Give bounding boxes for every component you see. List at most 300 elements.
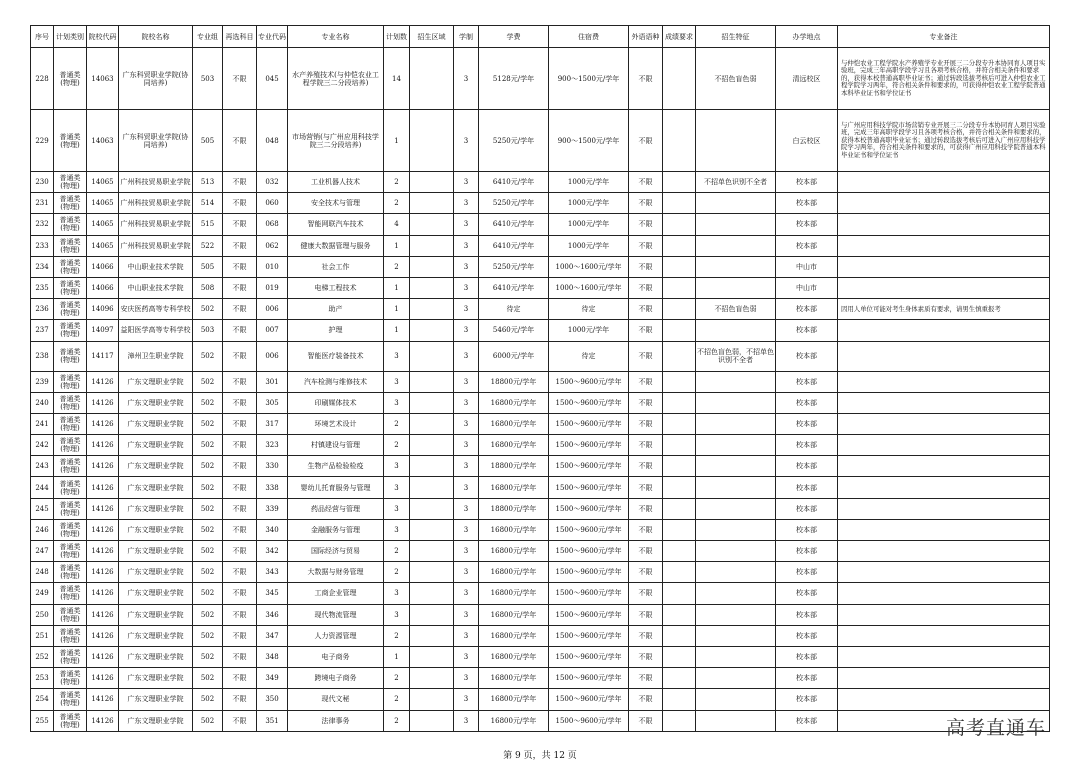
cell-duration: 3 — [454, 583, 479, 604]
cell-major-group: 505 — [193, 256, 223, 277]
cell-duration: 3 — [454, 320, 479, 341]
cell-duration: 3 — [454, 110, 479, 172]
cell-campus: 校本部 — [776, 668, 838, 689]
cell-recruit-feature — [696, 193, 776, 214]
cell-school-name: 广东科贸职业学院(协同培养) — [119, 110, 193, 172]
cell-major-name: 药品经营与管理 — [288, 498, 384, 519]
cell-major-group: 502 — [193, 299, 223, 320]
cell-major-name: 法律事务 — [288, 710, 384, 731]
cell-recruit-region — [410, 320, 454, 341]
cell-school-code: 14066 — [87, 256, 119, 277]
cell-major-name: 工商企业管理 — [288, 583, 384, 604]
cell-major-name: 护理 — [288, 320, 384, 341]
cell-elective-subject: 不限 — [223, 710, 257, 731]
cell-plan-count: 1 — [384, 235, 410, 256]
cell-major-code: 342 — [257, 541, 288, 562]
table-row — [31, 456, 1050, 477]
table-row — [31, 710, 1050, 731]
table-row — [31, 172, 1050, 193]
cell-major-notes — [838, 477, 1050, 498]
cell-tuition: 16800元/学年 — [479, 562, 549, 583]
cell-accommodation: 1000～1600元/学年 — [549, 277, 629, 298]
header-major-code: 专业代码 — [257, 26, 288, 48]
cell-foreign-language: 不限 — [629, 48, 663, 110]
cell-elective-subject: 不限 — [223, 193, 257, 214]
cell-seq: 251 — [31, 625, 54, 646]
cell-major-group: 502 — [193, 541, 223, 562]
cell-major-code: 006 — [257, 341, 288, 371]
cell-major-notes — [838, 456, 1050, 477]
cell-school-code: 14065 — [87, 235, 119, 256]
cell-tuition: 16800元/学年 — [479, 689, 549, 710]
cell-school-name: 广东文理职业学院 — [119, 498, 193, 519]
cell-school-name: 广东文理职业学院 — [119, 541, 193, 562]
cell-recruit-feature — [696, 371, 776, 392]
cell-major-group: 508 — [193, 277, 223, 298]
cell-plan-count: 1 — [384, 277, 410, 298]
cell-accommodation: 900～1500元/学年 — [549, 110, 629, 172]
cell-elective-subject: 不限 — [223, 625, 257, 646]
cell-accommodation: 900～1500元/学年 — [549, 48, 629, 110]
cell-campus: 校本部 — [776, 477, 838, 498]
cell-major-notes: 与仲恺农业工程学院水产养殖学专业开展三二分段专升本协同育人项目实验班，完成三年高职学段学习且各项考核合格，并符合相关条件和要求的，获得本校普通高职毕业证书；通过转段选拔考核后可进入仲恺农业工程学院学习两年，符合相关条件和要求的，可获得仲恺农业工程学院普通本科毕业证书和学位证书 — [838, 48, 1050, 110]
cell-plan-type: 普通类(物理) — [54, 299, 87, 320]
table-row — [31, 562, 1050, 583]
cell-seq: 237 — [31, 320, 54, 341]
cell-major-group: 502 — [193, 498, 223, 519]
cell-campus: 校本部 — [776, 604, 838, 625]
table-body — [31, 48, 1050, 732]
cell-school-name: 广东文理职业学院 — [119, 477, 193, 498]
cell-accommodation: 1500～9600元/学年 — [549, 413, 629, 434]
cell-recruit-region — [410, 477, 454, 498]
cell-elective-subject: 不限 — [223, 668, 257, 689]
cell-recruit-feature — [696, 256, 776, 277]
cell-school-code: 14126 — [87, 646, 119, 667]
cell-accommodation: 1500～9600元/学年 — [549, 456, 629, 477]
cell-tuition: 18800元/学年 — [479, 456, 549, 477]
cell-recruit-region — [410, 48, 454, 110]
cell-score-requirement — [663, 299, 696, 320]
cell-recruit-region — [410, 392, 454, 413]
cell-major-notes — [838, 277, 1050, 298]
cell-plan-count: 3 — [384, 583, 410, 604]
header-recruit-region: 招生区域 — [410, 26, 454, 48]
cell-major-notes — [838, 214, 1050, 235]
cell-duration: 3 — [454, 371, 479, 392]
cell-school-code: 14126 — [87, 604, 119, 625]
cell-foreign-language: 不限 — [629, 562, 663, 583]
table-row — [31, 477, 1050, 498]
cell-school-name: 广州科技贸易职业学院 — [119, 214, 193, 235]
cell-score-requirement — [663, 341, 696, 371]
cell-school-code: 14126 — [87, 371, 119, 392]
cell-major-notes — [838, 498, 1050, 519]
cell-elective-subject: 不限 — [223, 519, 257, 540]
cell-major-group: 502 — [193, 435, 223, 456]
cell-elective-subject: 不限 — [223, 320, 257, 341]
cell-accommodation: 1500～9600元/学年 — [549, 477, 629, 498]
cell-recruit-region — [410, 646, 454, 667]
cell-recruit-region — [410, 435, 454, 456]
cell-campus: 中山市 — [776, 256, 838, 277]
cell-campus: 校本部 — [776, 646, 838, 667]
cell-score-requirement — [663, 562, 696, 583]
cell-school-name: 广东文理职业学院 — [119, 625, 193, 646]
cell-school-code: 14065 — [87, 193, 119, 214]
cell-school-name: 广东文理职业学院 — [119, 371, 193, 392]
cell-school-code: 14097 — [87, 320, 119, 341]
cell-campus: 校本部 — [776, 299, 838, 320]
cell-recruit-region — [410, 710, 454, 731]
cell-elective-subject: 不限 — [223, 477, 257, 498]
cell-campus: 校本部 — [776, 235, 838, 256]
cell-recruit-region — [410, 341, 454, 371]
cell-recruit-feature — [696, 668, 776, 689]
cell-foreign-language: 不限 — [629, 604, 663, 625]
cell-duration: 3 — [454, 277, 479, 298]
cell-recruit-region — [410, 172, 454, 193]
table-row — [31, 371, 1050, 392]
cell-seq: 246 — [31, 519, 54, 540]
header-accommodation: 住宿费 — [549, 26, 629, 48]
cell-plan-type: 普通类(物理) — [54, 625, 87, 646]
cell-plan-type: 普通类(物理) — [54, 583, 87, 604]
cell-major-name: 市场营销(与广州应用科技学院三二分段培养) — [288, 110, 384, 172]
cell-accommodation: 1500～9600元/学年 — [549, 392, 629, 413]
cell-accommodation: 1500～9600元/学年 — [549, 498, 629, 519]
cell-recruit-region — [410, 562, 454, 583]
cell-tuition: 16800元/学年 — [479, 668, 549, 689]
table-row — [31, 668, 1050, 689]
cell-school-code: 14126 — [87, 477, 119, 498]
cell-plan-type: 普通类(物理) — [54, 498, 87, 519]
cell-major-group: 513 — [193, 172, 223, 193]
cell-major-code: 048 — [257, 110, 288, 172]
cell-campus: 校本部 — [776, 519, 838, 540]
cell-seq: 245 — [31, 498, 54, 519]
cell-school-code: 14117 — [87, 341, 119, 371]
cell-school-name: 中山职业技术学院 — [119, 277, 193, 298]
cell-duration: 3 — [454, 48, 479, 110]
admission-plan-table — [30, 25, 1050, 732]
cell-plan-count: 14 — [384, 48, 410, 110]
cell-seq: 242 — [31, 435, 54, 456]
cell-seq: 234 — [31, 256, 54, 277]
cell-campus: 校本部 — [776, 583, 838, 604]
cell-score-requirement — [663, 235, 696, 256]
table-row — [31, 320, 1050, 341]
cell-campus: 校本部 — [776, 456, 838, 477]
table-row — [31, 519, 1050, 540]
cell-recruit-feature — [696, 214, 776, 235]
cell-tuition: 18800元/学年 — [479, 371, 549, 392]
cell-school-name: 广东文理职业学院 — [119, 435, 193, 456]
cell-school-code: 14126 — [87, 413, 119, 434]
cell-major-notes — [838, 668, 1050, 689]
cell-plan-type: 普通类(物理) — [54, 646, 87, 667]
cell-plan-type: 普通类(物理) — [54, 456, 87, 477]
cell-tuition: 6410元/学年 — [479, 235, 549, 256]
cell-recruit-region — [410, 583, 454, 604]
cell-foreign-language: 不限 — [629, 413, 663, 434]
cell-major-notes — [838, 320, 1050, 341]
cell-plan-count: 1 — [384, 320, 410, 341]
cell-recruit-feature — [696, 562, 776, 583]
table-header-row — [31, 26, 1050, 48]
cell-duration: 3 — [454, 413, 479, 434]
cell-recruit-feature — [696, 413, 776, 434]
cell-elective-subject: 不限 — [223, 172, 257, 193]
cell-school-name: 广州科技贸易职业学院 — [119, 235, 193, 256]
cell-duration: 3 — [454, 193, 479, 214]
cell-campus: 校本部 — [776, 172, 838, 193]
cell-seq: 249 — [31, 583, 54, 604]
cell-score-requirement — [663, 456, 696, 477]
cell-recruit-feature — [696, 646, 776, 667]
cell-campus: 中山市 — [776, 277, 838, 298]
cell-score-requirement — [663, 625, 696, 646]
cell-major-notes — [838, 392, 1050, 413]
cell-campus: 校本部 — [776, 193, 838, 214]
cell-recruit-feature — [696, 498, 776, 519]
cell-elective-subject: 不限 — [223, 435, 257, 456]
cell-recruit-feature — [696, 710, 776, 731]
header-plan-count: 计划数 — [384, 26, 410, 48]
cell-duration: 3 — [454, 214, 479, 235]
cell-seq: 250 — [31, 604, 54, 625]
cell-foreign-language: 不限 — [629, 541, 663, 562]
cell-foreign-language: 不限 — [629, 625, 663, 646]
cell-recruit-region — [410, 519, 454, 540]
watermark-text: 高考直通车 — [945, 717, 1046, 739]
cell-school-name: 益阳医学高等专科学校 — [119, 320, 193, 341]
cell-foreign-language: 不限 — [629, 277, 663, 298]
table-row — [31, 689, 1050, 710]
cell-plan-count: 1 — [384, 110, 410, 172]
cell-score-requirement — [663, 498, 696, 519]
header-recruit-feature: 招生特征 — [696, 26, 776, 48]
table-row — [31, 277, 1050, 298]
cell-score-requirement — [663, 214, 696, 235]
cell-school-name: 广东文理职业学院 — [119, 456, 193, 477]
cell-school-code: 14066 — [87, 277, 119, 298]
cell-school-name: 广东文理职业学院 — [119, 689, 193, 710]
header-major-name: 专业名称 — [288, 26, 384, 48]
header-seq: 序号 — [31, 26, 54, 48]
cell-school-name: 广东文理职业学院 — [119, 392, 193, 413]
cell-major-group: 502 — [193, 625, 223, 646]
cell-accommodation: 1500～9600元/学年 — [549, 519, 629, 540]
cell-major-notes — [838, 256, 1050, 277]
cell-school-code: 14096 — [87, 299, 119, 320]
cell-duration: 3 — [454, 604, 479, 625]
cell-recruit-feature: 不招色盲色弱 — [696, 48, 776, 110]
cell-elective-subject: 不限 — [223, 341, 257, 371]
cell-major-group: 502 — [193, 477, 223, 498]
cell-major-group: 505 — [193, 110, 223, 172]
cell-major-group: 502 — [193, 371, 223, 392]
table-row — [31, 299, 1050, 320]
cell-score-requirement — [663, 477, 696, 498]
cell-accommodation: 1500～9600元/学年 — [549, 604, 629, 625]
cell-recruit-feature — [696, 689, 776, 710]
cell-major-group: 502 — [193, 646, 223, 667]
cell-foreign-language: 不限 — [629, 392, 663, 413]
cell-score-requirement — [663, 710, 696, 731]
cell-major-name: 健康大数据管理与服务 — [288, 235, 384, 256]
cell-duration: 3 — [454, 456, 479, 477]
cell-school-code: 14063 — [87, 110, 119, 172]
cell-major-name: 助产 — [288, 299, 384, 320]
table-row — [31, 604, 1050, 625]
cell-accommodation: 1500～9600元/学年 — [549, 562, 629, 583]
cell-recruit-feature: 不招色盲色弱 — [696, 299, 776, 320]
cell-campus: 校本部 — [776, 371, 838, 392]
cell-seq: 230 — [31, 172, 54, 193]
cell-foreign-language: 不限 — [629, 477, 663, 498]
cell-score-requirement — [663, 256, 696, 277]
cell-major-name: 村镇建设与管理 — [288, 435, 384, 456]
cell-recruit-region — [410, 110, 454, 172]
cell-recruit-region — [410, 456, 454, 477]
cell-foreign-language: 不限 — [629, 646, 663, 667]
cell-major-code: 068 — [257, 214, 288, 235]
cell-plan-count: 1 — [384, 299, 410, 320]
cell-recruit-region — [410, 541, 454, 562]
cell-major-name: 社会工作 — [288, 256, 384, 277]
cell-major-notes — [838, 371, 1050, 392]
cell-major-code: 317 — [257, 413, 288, 434]
cell-foreign-language: 不限 — [629, 235, 663, 256]
cell-tuition: 5250元/学年 — [479, 193, 549, 214]
cell-tuition: 16800元/学年 — [479, 541, 549, 562]
cell-score-requirement — [663, 668, 696, 689]
cell-plan-type: 普通类(物理) — [54, 413, 87, 434]
cell-major-group: 502 — [193, 710, 223, 731]
cell-major-code: 351 — [257, 710, 288, 731]
cell-recruit-feature — [696, 604, 776, 625]
cell-seq: 233 — [31, 235, 54, 256]
cell-recruit-region — [410, 668, 454, 689]
cell-school-code: 14063 — [87, 48, 119, 110]
cell-plan-count: 2 — [384, 172, 410, 193]
cell-major-code: 045 — [257, 48, 288, 110]
cell-major-name: 婴幼儿托育服务与管理 — [288, 477, 384, 498]
cell-major-name: 国际经济与贸易 — [288, 541, 384, 562]
cell-foreign-language: 不限 — [629, 110, 663, 172]
cell-major-code: 007 — [257, 320, 288, 341]
cell-major-code: 343 — [257, 562, 288, 583]
cell-major-group: 502 — [193, 456, 223, 477]
cell-tuition: 16800元/学年 — [479, 392, 549, 413]
cell-campus: 校本部 — [776, 413, 838, 434]
cell-major-code: 019 — [257, 277, 288, 298]
cell-plan-count: 3 — [384, 371, 410, 392]
cell-elective-subject: 不限 — [223, 498, 257, 519]
cell-elective-subject: 不限 — [223, 235, 257, 256]
cell-accommodation: 1500～9600元/学年 — [549, 435, 629, 456]
cell-school-name: 广东文理职业学院 — [119, 519, 193, 540]
cell-campus: 白云校区 — [776, 110, 838, 172]
cell-recruit-region — [410, 498, 454, 519]
cell-recruit-feature — [696, 625, 776, 646]
cell-campus: 校本部 — [776, 392, 838, 413]
cell-foreign-language: 不限 — [629, 456, 663, 477]
cell-campus: 校本部 — [776, 320, 838, 341]
cell-campus: 校本部 — [776, 562, 838, 583]
cell-major-code: 338 — [257, 477, 288, 498]
cell-plan-count: 2 — [384, 256, 410, 277]
cell-duration: 3 — [454, 392, 479, 413]
cell-plan-type: 普通类(物理) — [54, 371, 87, 392]
cell-duration: 3 — [454, 435, 479, 456]
cell-elective-subject: 不限 — [223, 392, 257, 413]
cell-school-code: 14126 — [87, 541, 119, 562]
cell-major-notes — [838, 689, 1050, 710]
cell-plan-type: 普通类(物理) — [54, 689, 87, 710]
cell-major-code: 340 — [257, 519, 288, 540]
cell-campus: 校本部 — [776, 498, 838, 519]
cell-score-requirement — [663, 277, 696, 298]
cell-school-name: 安庆医药高等专科学校 — [119, 299, 193, 320]
cell-campus: 清远校区 — [776, 48, 838, 110]
cell-duration: 3 — [454, 689, 479, 710]
cell-accommodation: 1500～9600元/学年 — [549, 625, 629, 646]
cell-seq: 232 — [31, 214, 54, 235]
cell-seq: 239 — [31, 371, 54, 392]
cell-campus: 校本部 — [776, 541, 838, 562]
cell-school-code: 14126 — [87, 498, 119, 519]
cell-major-group: 503 — [193, 48, 223, 110]
cell-plan-count: 3 — [384, 392, 410, 413]
cell-tuition: 18800元/学年 — [479, 498, 549, 519]
cell-school-code: 14126 — [87, 625, 119, 646]
cell-major-code: 006 — [257, 299, 288, 320]
table-row — [31, 110, 1050, 172]
cell-plan-type: 普通类(物理) — [54, 193, 87, 214]
table-row — [31, 625, 1050, 646]
admission-plan-table-container — [30, 25, 1049, 732]
cell-recruit-region — [410, 689, 454, 710]
cell-major-code: 305 — [257, 392, 288, 413]
cell-seq: 253 — [31, 668, 54, 689]
cell-recruit-region — [410, 214, 454, 235]
cell-major-name: 跨境电子商务 — [288, 668, 384, 689]
cell-accommodation: 1500～9600元/学年 — [549, 541, 629, 562]
table-row — [31, 583, 1050, 604]
cell-recruit-feature: 不招单色识别不全者 — [696, 172, 776, 193]
cell-major-name: 环境艺术设计 — [288, 413, 384, 434]
cell-plan-type: 普通类(物理) — [54, 392, 87, 413]
cell-plan-count: 2 — [384, 625, 410, 646]
cell-school-code: 14126 — [87, 710, 119, 731]
cell-seq: 244 — [31, 477, 54, 498]
table-row — [31, 193, 1050, 214]
table-row — [31, 435, 1050, 456]
cell-elective-subject: 不限 — [223, 214, 257, 235]
header-major-notes: 专业备注 — [838, 26, 1050, 48]
cell-tuition: 16800元/学年 — [479, 646, 549, 667]
cell-plan-count: 2 — [384, 193, 410, 214]
cell-major-name: 现代文秘 — [288, 689, 384, 710]
cell-plan-count: 3 — [384, 456, 410, 477]
table-row — [31, 541, 1050, 562]
cell-major-code: 323 — [257, 435, 288, 456]
table-row — [31, 392, 1050, 413]
cell-major-name: 人力资源管理 — [288, 625, 384, 646]
cell-tuition: 6410元/学年 — [479, 277, 549, 298]
